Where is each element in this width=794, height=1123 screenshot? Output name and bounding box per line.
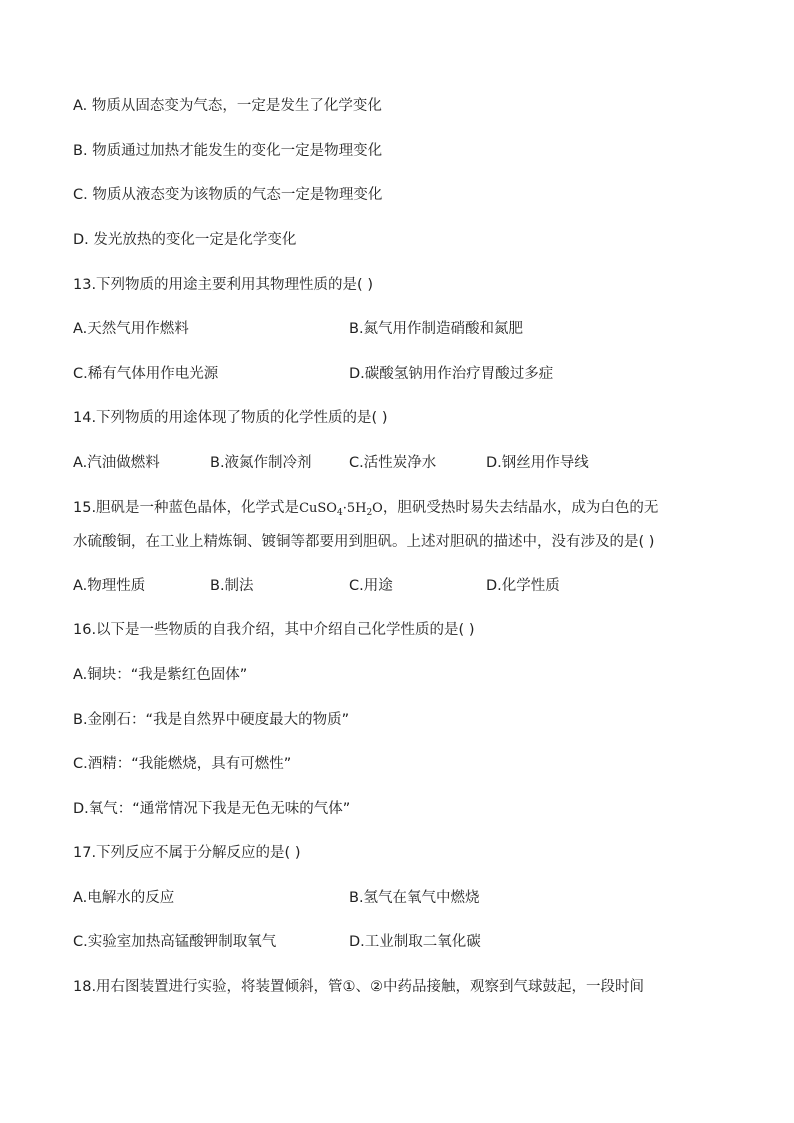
q13-option-d: D.碳酸氢钠用作治疗胃酸过多症: [349, 366, 554, 382]
q15-option-b: B.制法: [210, 578, 254, 594]
q12-option-c: C. 物质从液态变为该物质的气态一定是物理变化: [73, 187, 383, 203]
q13-option-c: C.稀有气体用作电光源: [73, 366, 219, 382]
q12-option-b: B. 物质通过加热才能发生的变化一定是物理变化: [73, 143, 383, 159]
q15-stem-part-2: ，胆矾受热时易失去结晶水，成为白色的无: [382, 500, 659, 516]
q17-option-d: D.工业制取二氧化碳: [349, 934, 481, 950]
q18-stem: 18.用右图装置进行实验，将装置倾斜，管①、②中药品接触，观察到气球鼓起，一段时间: [73, 979, 645, 995]
q15-stem-part-1: 15.胆矾是一种蓝色晶体，化学式是: [73, 500, 300, 516]
q15-option-a: A.物理性质: [73, 578, 146, 594]
q17-stem: 17.下列反应不属于分解反应的是( ): [73, 845, 301, 861]
q17-option-a: A.电解水的反应: [73, 890, 175, 906]
q14-option-b: B.液氮作制冷剂: [210, 455, 312, 471]
q16-option-a: A.铜块：“我是紫红色固体”: [73, 667, 248, 683]
q15-stem-line-2: 水硫酸铜，在工业上精炼铜、镀铜等都要用到胆矾。上述对胆矾的描述中，没有涉及的是( ): [73, 534, 655, 550]
q13-stem: 13.下列物质的用途主要利用其物理性质的是( ): [73, 277, 373, 293]
q14-option-a: A.汽油做燃料: [73, 455, 160, 471]
q17-option-b: B.氢气在氧气中燃烧: [349, 890, 480, 906]
q12-option-a: A. 物质从固态变为气态，一定是发生了化学变化: [73, 98, 382, 114]
q12-option-d: D. 发光放热的变化一定是化学变化: [73, 232, 297, 248]
q13-option-a: A.天然气用作燃料: [73, 321, 189, 337]
q16-option-c: C.酒精：“我能燃烧，具有可燃性”: [73, 756, 292, 772]
q14-option-c: C.活性炭净水: [349, 455, 437, 471]
q15-option-d: D.化学性质: [486, 578, 560, 594]
q15-formula: $CuSO_4\cdot 5H_2O$: [299, 501, 383, 518]
q17-option-c: C.实验室加热高锰酸钾制取氧气: [73, 934, 277, 950]
q14-stem: 14.下列物质的用途体现了物质的化学性质的是( ): [73, 410, 388, 426]
q16-stem: 16.以下是一些物质的自我介绍，其中介绍自己化学性质的是( ): [73, 622, 475, 638]
q16-option-d: D.氧气：“通常情况下我是无色无味的气体”: [73, 801, 351, 817]
q15-option-c: C.用途: [349, 578, 393, 594]
q13-option-b: B.氮气用作制造硝酸和氮肥: [349, 321, 524, 337]
q15-stem-line-1: [73, 498, 658, 523]
q14-option-d: D.钢丝用作导线: [486, 455, 589, 471]
q16-option-b: B.金刚石：“我是自然界中硬度最大的物质”: [73, 712, 350, 728]
